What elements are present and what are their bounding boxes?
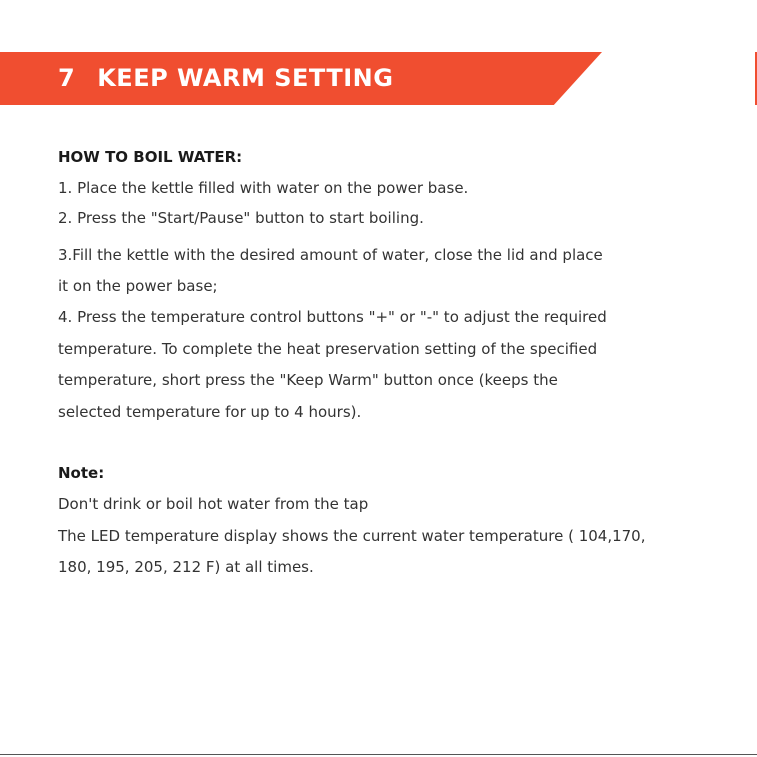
boil-step-1: 1. Place the kettle filled with water on the power base. [58, 179, 469, 197]
boil-step-4-cont-1: temperature. To complete the heat preservation setting of the specified [58, 340, 598, 358]
boil-step-4-cont-3: selected temperature for up to 4 hours). [58, 403, 362, 421]
boil-step-3-cont: it on the power base; [58, 277, 218, 295]
section-title [58, 64, 393, 92]
section-number: 7 [58, 64, 76, 92]
boil-step-3: 3.Fill the kettle with the desired amount of water, close the lid and place [58, 246, 603, 264]
boil-step-4-cont-2: temperature, short press the "Keep Warm" button once (keeps the [58, 371, 558, 389]
note-line-1: Don't drink or boil hot water from the tap [58, 495, 369, 513]
note-line-3: 180, 195, 205, 212 F) at all times. [58, 558, 314, 576]
section-title-text: KEEP WARM SETTING [97, 64, 394, 92]
note-line-2: The LED temperature display shows the current water temperature ( 104,170, [58, 527, 646, 545]
bottom-rule [0, 754, 757, 755]
note-heading: Note: [58, 464, 105, 482]
boil-step-2: 2. Press the "Start/Pause" button to start boiling. [58, 209, 424, 227]
boil-heading: HOW TO BOIL WATER: [58, 148, 243, 166]
boil-step-4: 4. Press the temperature control buttons "+" or "-" to adjust the required [58, 308, 607, 326]
